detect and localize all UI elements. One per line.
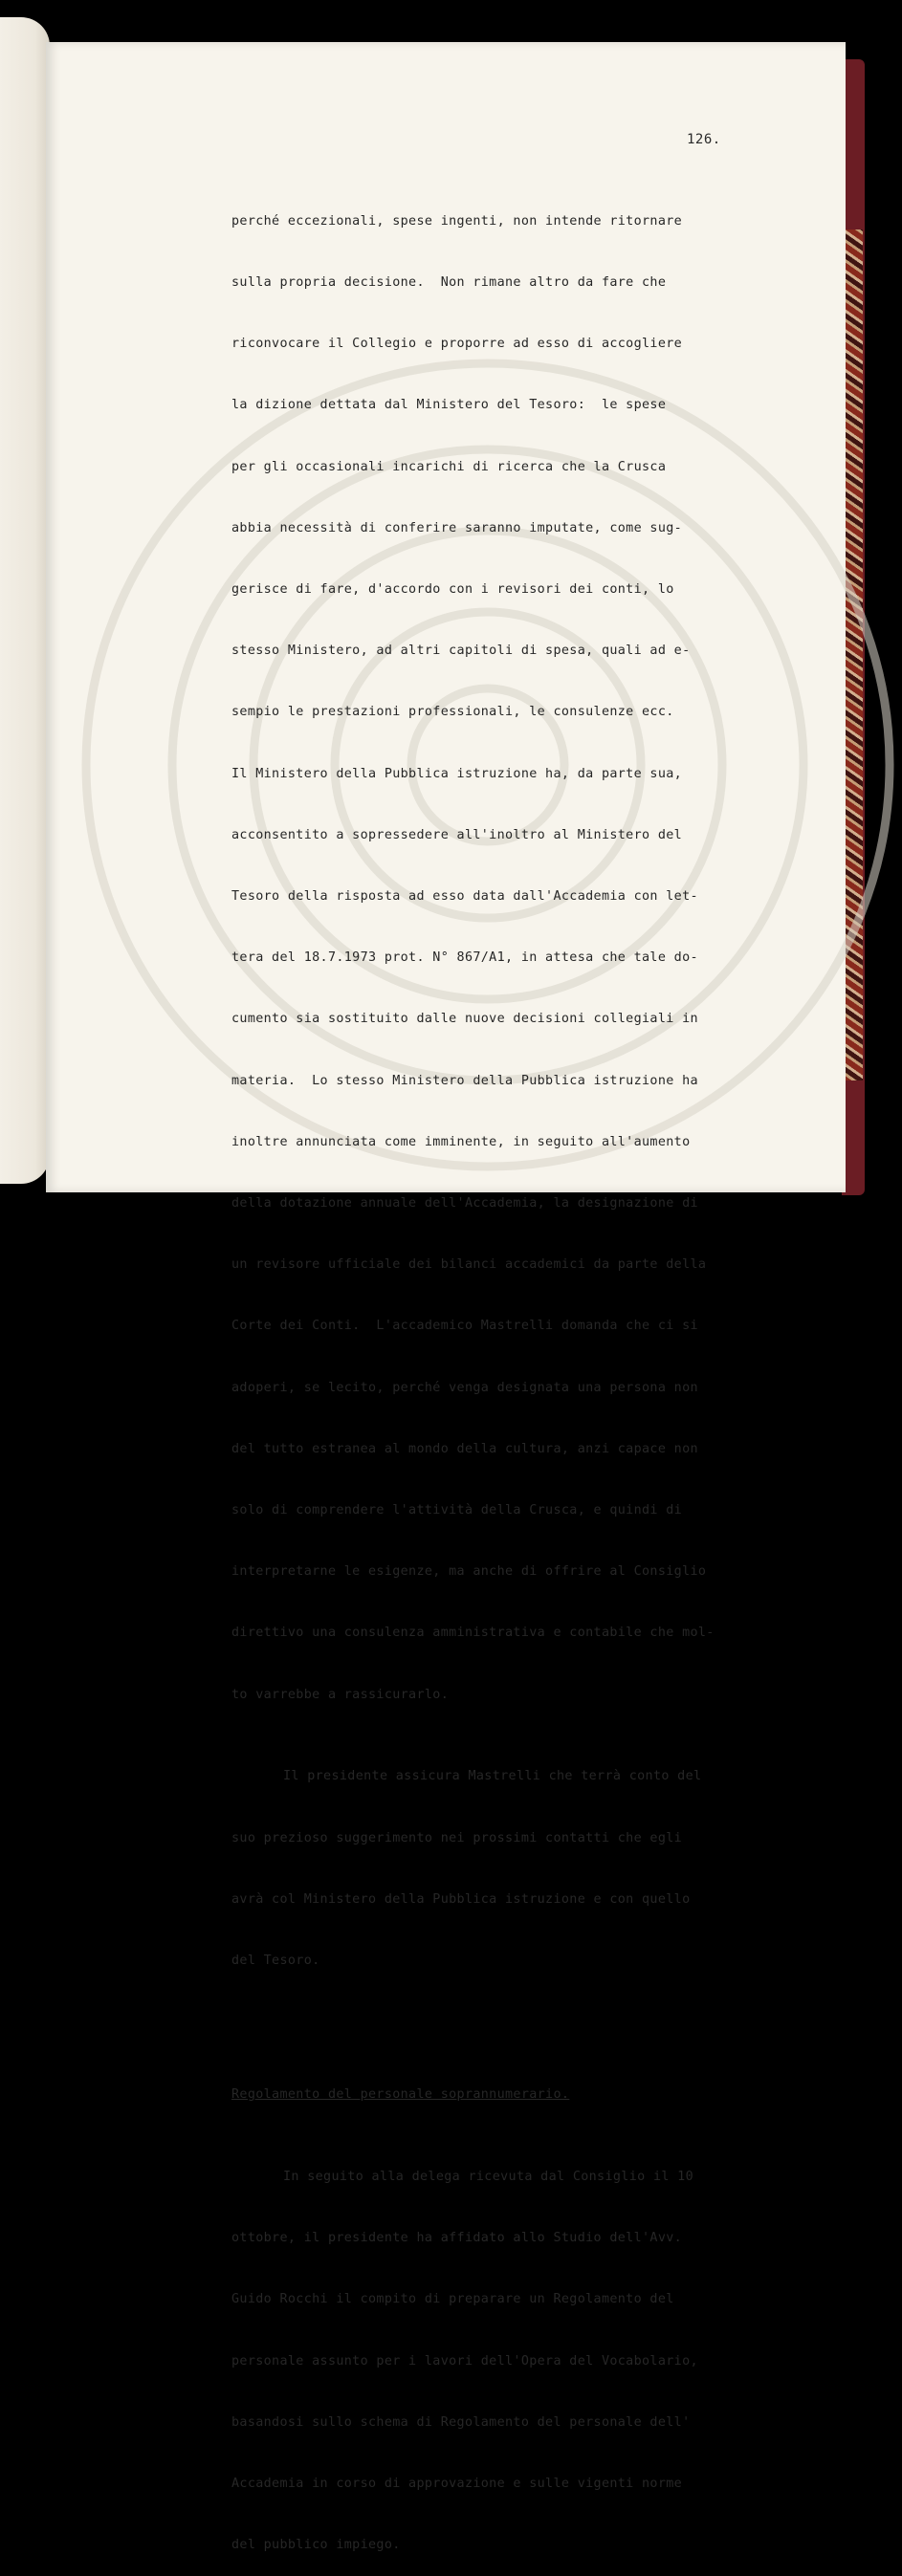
text-line: Tesoro della risposta ad esso data dall'Accademia con let- <box>231 889 698 905</box>
text-line: Guido Rocchi il compito di preparare un Regolamento del <box>231 2292 674 2307</box>
page-number: 126. <box>687 132 721 147</box>
text-line: basandosi sullo schema di Regolamento del personale dell' <box>231 2414 691 2430</box>
text-line: Il Ministero della Pubblica istruzione ha, da parte sua, <box>231 766 683 781</box>
text-line: In seguito alla delega ricevuta dal Consiglio il 10 <box>283 2169 694 2184</box>
text-line: personale assunto per i lavori dell'Opera del Vocabolario, <box>231 2353 698 2369</box>
text-line: perché eccezionali, spese ingenti, non intende ritornare <box>231 213 683 229</box>
text-line: un revisore ufficiale dei bilanci accademici da parte della <box>231 1257 707 1273</box>
text-line: suo prezioso suggerimento nei prossimi contatti che egli <box>231 1830 683 1845</box>
text-line: to varrebbe a rassicurarlo. <box>231 1687 450 1702</box>
text-line: interpretarne le esigenze, ma anche di offrire al Consiglio <box>231 1564 707 1580</box>
text-line: sulla propria decisione. Non rimane altro da fare che <box>231 275 667 291</box>
text-line: ottobre, il presidente ha affidato allo Studio dell'Avv. <box>231 2231 683 2246</box>
body-text <box>231 170 767 2576</box>
text-line: solo di comprendere l'attività della Crusca, e quindi di <box>231 1503 683 1518</box>
paragraph-gap <box>231 2033 767 2044</box>
text-line: sempio le prestazioni professionali, le consulenze ecc. <box>231 705 674 720</box>
text-line: acconsentito a sopressedere all'inoltro al Ministero del <box>231 827 683 842</box>
text-line: del tutto estranea al mondo della cultura, anzi capace non <box>231 1441 698 1456</box>
text-line: materia. Lo stesso Ministero della Pubblica istruzione ha <box>231 1073 698 1088</box>
text-line: riconvocare il Collegio e proporre ad esso di accogliere <box>231 337 683 352</box>
text-line: cumento sia sostituito dalle nuove decisioni collegiali in <box>231 1012 698 1027</box>
text-line: Il presidente assicura Mastrelli che terrà conto del <box>283 1769 702 1784</box>
text-line: tera del 18.7.1973 prot. N° 867/A1, in attesa che tale do- <box>231 950 698 966</box>
text-line: direttivo una consulenza amministrativa e contabile che mol- <box>231 1626 715 1641</box>
text-line: Accademia in corso di approvazione e sulle vigenti norme <box>231 2476 683 2491</box>
text-line: del pubblico impiego. <box>231 2538 401 2553</box>
text-line: del Tesoro. <box>231 1953 320 1968</box>
text-line: per gli occasionali incarichi di ricerca che la Crusca <box>231 459 667 474</box>
text-line: avrà col Ministero della Pubblica istruzione e con quello <box>231 1891 691 1907</box>
text-line: abbia necessità di conferire saranno imputate, come sug- <box>231 520 683 535</box>
text-line: adoperi, se lecito, perché venga designata una persona non <box>231 1380 698 1395</box>
text-line: stesso Ministero, ad altri capitoli di spesa, quali ad e- <box>231 644 691 659</box>
text-line: inoltre annunciata come imminente, in seguito all'aumento <box>231 1134 691 1149</box>
facing-page-edge <box>0 17 50 1184</box>
text-line: gerisce di fare, d'accordo con i revisori dei conti, lo <box>231 582 674 598</box>
text-line: Corte dei Conti. L'accademico Mastrelli domanda che ci si <box>231 1319 698 1334</box>
text-line: della dotazione annuale dell'Accademia, la designazione di <box>231 1196 698 1212</box>
section-heading: Regolamento del personale soprannumerario. <box>231 2087 570 2103</box>
text-line: la dizione dettata dal Ministero del Tesoro: le spese <box>231 398 667 413</box>
